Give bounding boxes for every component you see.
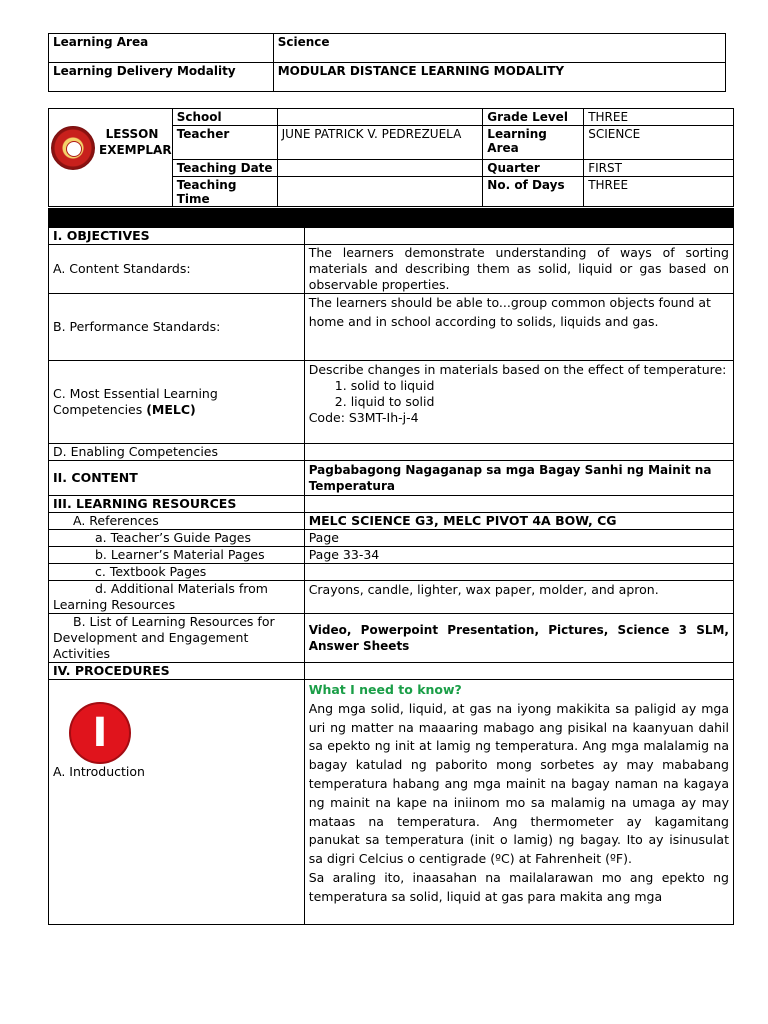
- melc-label: C. Most Essential Learning Competencies (MELC): [49, 361, 305, 444]
- textbook-pages-blank: [304, 564, 733, 581]
- logo-cell: [49, 109, 173, 207]
- content-heading: II. CONTENT: [49, 461, 305, 496]
- learners-material-label: b. Learner’s Material Pages: [49, 547, 305, 564]
- objectives-blank: [304, 228, 733, 245]
- introduction-label: A. Introduction: [53, 764, 145, 779]
- teachers-guide-text: Page: [304, 530, 733, 547]
- introduction-paragraph-2: Sa araling ito, inaasahan na mailalarawan mo ang epekto ng temperatura sa solid, liquid at gas para makita ang mga: [308, 869, 729, 904]
- melc-item-1: 1. solid to liquid: [351, 378, 729, 394]
- modality-value: MODULAR DISTANCE LEARNING MODALITY: [273, 63, 725, 92]
- main-table: [48, 208, 734, 925]
- teachers-guide-label: a. Teacher’s Guide Pages: [49, 530, 305, 547]
- objectives-heading: I. OBJECTIVES: [49, 228, 305, 245]
- what-i-need-to-know-heading: What I need to know?: [308, 682, 462, 697]
- info-table: [48, 108, 734, 207]
- additional-materials-text: Crayons, candle, lighter, wax paper, molder, and apron.: [304, 581, 733, 614]
- school-seal-icon: [51, 126, 95, 170]
- learning-area-value: Science: [273, 34, 725, 63]
- enabling-competencies-blank: [304, 444, 733, 461]
- melc-text: [304, 361, 733, 444]
- melc-item-2: 2. liquid to solid: [351, 394, 729, 410]
- enabling-competencies-label: D. Enabling Competencies: [49, 444, 305, 461]
- teaching-date-label: Teaching Date: [172, 160, 277, 177]
- black-header-bar: [49, 209, 734, 228]
- header-table: [48, 33, 726, 92]
- melc-intro: Describe changes in materials based on the effect of temperature:: [308, 362, 727, 377]
- school-label: School: [172, 109, 277, 126]
- grade-level-value: THREE: [584, 109, 734, 126]
- introduction-text: [304, 680, 733, 925]
- teaching-date-value: [277, 160, 483, 177]
- quarter-value: FIRST: [584, 160, 734, 177]
- introduction-paragraph-1: Ang mga solid, liquid, at gas na iyong makikita sa paligid ay mga uri ng matter na maaaring mabago ang pisikal na kaanyuan dahil sa epekto ng init at lamig ng temperatura. Ang mga malalamig na bagay katulad ng paborito mong sorbetes ay may mababang temperatura habang ang mga mainit na bagay naman na kagaya ng mainit na kape na iniinom mo sa malamig na umaga ay may mataas na temperatura. Ang thermometer ay kagamitang panukat sa temperatura (init o lamig) ng bagay. Ito ay isinusulat sa digri Celcius o centigrade (ºC) at Fahrenheit (ºF).: [308, 700, 729, 867]
- performance-standards-label: B. Performance Standards:: [49, 294, 305, 361]
- content-standards-text: The learners demonstrate understanding of ways of sorting materials and describing them as solid, liquid or gas based on observable properties.: [304, 245, 733, 294]
- learning-resources-heading: III. LEARNING RESOURCES: [49, 496, 305, 513]
- lesson-exemplar-title: LESSON EXEMPLAR: [99, 127, 172, 157]
- teaching-time-value: [277, 177, 483, 207]
- additional-materials-label: d. Additional Materials from Learning Resources: [49, 581, 305, 614]
- learners-material-text: Page 33-34: [304, 547, 733, 564]
- references-text: MELC SCIENCE G3, MELC PIVOT 4A BOW, CG: [304, 513, 733, 530]
- textbook-pages-label: c. Textbook Pages: [49, 564, 305, 581]
- references-label: A. References: [49, 513, 305, 530]
- school-value: [277, 109, 483, 126]
- modality-label: Learning Delivery Modality: [49, 63, 274, 92]
- introduction-cell: [49, 680, 305, 925]
- days-label: No. of Days: [483, 177, 584, 207]
- list-resources-label: B. List of Learning Resources for Development and Engagement Activities: [49, 614, 305, 663]
- introduction-badge-icon: I: [69, 702, 131, 764]
- melc-code: Code: S3MT-Ih-j-4: [308, 410, 419, 425]
- learning-area-label: Learning Area: [49, 34, 274, 63]
- header-row-modality: [49, 63, 726, 92]
- days-value: THREE: [584, 177, 734, 207]
- info-learning-area-value: SCIENCE: [584, 126, 734, 160]
- melc-list: [309, 378, 729, 410]
- teacher-label: Teacher: [172, 126, 277, 160]
- teaching-time-label: Teaching Time: [172, 177, 277, 207]
- procedures-blank: [304, 663, 733, 680]
- content-text: Pagbabagong Nagaganap sa mga Bagay Sanhi ng Mainit na Temperatura: [304, 461, 733, 496]
- info-learning-area-label: Learning Area: [483, 126, 584, 160]
- header-row-learning-area: [49, 34, 726, 63]
- performance-standards-text: The learners should be able to...group common objects found at home and in school according to solids, liquids and gas.: [304, 294, 733, 361]
- teacher-value: JUNE PATRICK V. PEDREZUELA: [277, 126, 483, 160]
- grade-level-label: Grade Level: [483, 109, 584, 126]
- procedures-heading: IV. PROCEDURES: [49, 663, 305, 680]
- quarter-label: Quarter: [483, 160, 584, 177]
- learning-resources-blank: [304, 496, 733, 513]
- list-resources-text: Video, Powerpoint Presentation, Pictures, Science 3 SLM, Answer Sheets: [304, 614, 733, 663]
- content-standards-label: A. Content Standards:: [49, 245, 305, 294]
